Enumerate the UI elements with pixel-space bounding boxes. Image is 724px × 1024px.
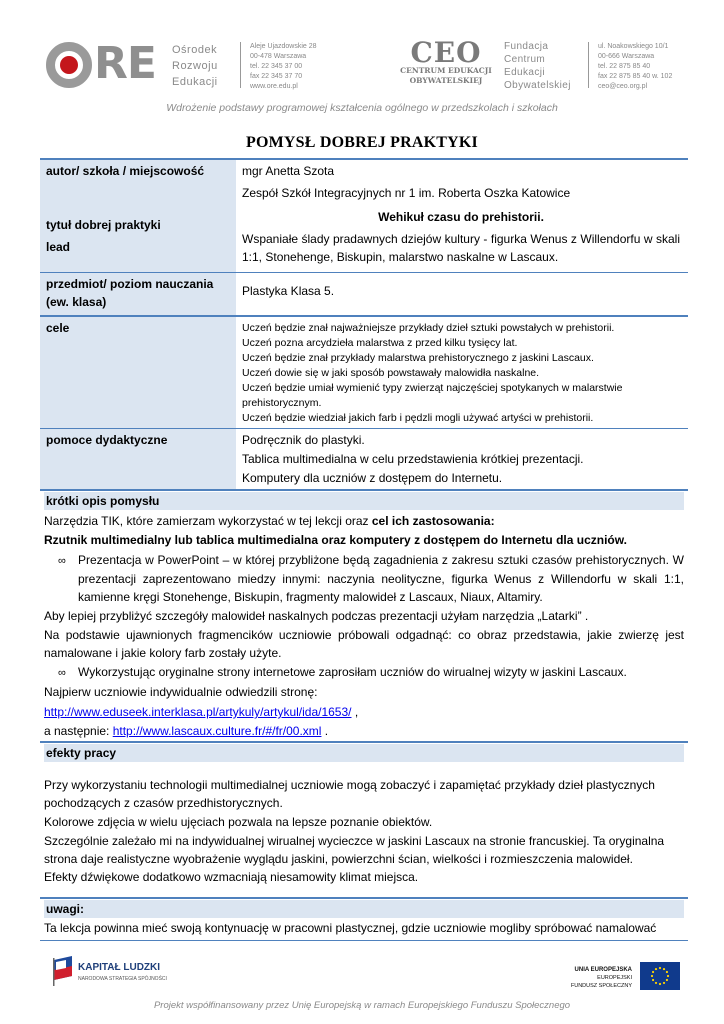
ore-name <box>172 42 218 90</box>
eu-star-icon <box>666 971 668 973</box>
aids-label: pomoce dydaktyczne <box>40 429 236 489</box>
list-item <box>44 551 684 606</box>
subject-value-cell <box>236 273 688 315</box>
kapital-ludzki-sub: NARODOWA STRATEGIA SPÓJNOŚCI <box>78 976 167 982</box>
ceo-address <box>598 42 672 92</box>
aids-list <box>236 429 688 489</box>
effects-paragraph: Szczególnie zależało mi na indywidualnej wirualnej wycieczce w jaskini Lascaux na stronie francuskiej. Ta oryginalna strona daje realistyczne wyobrażenie wyglądu jaskini, powierzchni ścian, wielkości i rozmieszczenia malowideł. <box>44 834 665 866</box>
lead-text: Wspaniałe ślady pradawnych dziejów kultury - figurka Wenus z Willendorfu w skali 1:1, Stonehenge, Biskupin, malarstwo naskalne w Lascaux. <box>242 232 680 264</box>
list-item: Podręcznik do plastyki. <box>242 433 365 447</box>
summary-paragraph: Aby lepiej przybliżyć szczegóły malowideł naskalnych podczas prezentacji użyłam narzędzia „Latarki” . <box>44 609 589 623</box>
effects-paragraph: Przy wykorzystaniu technologii multimedialnej uczniowie mogą zobaczyć i zapamiętać przykłady dzieł plastycznych pochodzących z czasów przedhistorycznych. <box>44 778 655 810</box>
remarks-heading: uwagi: <box>44 900 684 918</box>
title-label: tytuł dobrej praktyki <box>46 218 161 232</box>
address-line: fax 22 875 85 40 w. 102 <box>598 73 673 80</box>
eu-flag-icon <box>640 962 680 990</box>
effects-heading: efekty pracy <box>44 744 684 762</box>
summary-tools: Rzutnik multimedialny lub tablica multimedialna oraz komputery z dostępem do Internetu dla uczniów. <box>44 533 627 547</box>
practice-title: Wehikuł czasu do prehistorii. <box>378 210 544 224</box>
ore-logo-text: RE <box>94 38 156 89</box>
eu-star-icon <box>652 971 654 973</box>
footer-banner <box>40 950 684 1014</box>
fund-name-line: Centrum <box>504 54 546 65</box>
list-item: Uczeń będzie umiał wymienić typy zwierząt najczęściej spotykanych w malarstwie prehistorycznym. <box>242 382 623 409</box>
address-line: Aleje Ujazdowskie 28 <box>250 43 317 50</box>
infinity-bullet-icon: ∞ <box>58 667 66 679</box>
address-line: tel. 22 345 37 00 <box>250 63 303 70</box>
fund-name-line: Fundacja <box>504 41 549 52</box>
eu-star-icon <box>655 968 657 970</box>
summary-section <box>40 489 688 741</box>
author-value-cell <box>236 160 688 272</box>
fund-name-line: Obywatelskiej <box>504 80 571 91</box>
ceo-logo-text: CEO <box>410 36 482 69</box>
ore-name-line: Rozwoju <box>172 60 218 72</box>
ore-logo <box>42 40 162 90</box>
eu-line: FUNDUSZ SPOŁECZNY <box>570 983 632 989</box>
address-line: www.ore.edu.pl <box>250 83 298 90</box>
eduseek-link[interactable]: http://www.eduseek.interklasa.pl/artykuly/artykul/ida/1653/ <box>44 705 352 719</box>
header-tagline: Wdrożenie podstawy programowej kształcenia ogólnego w przedszkolach i szkołach <box>166 102 558 114</box>
eu-star-icon <box>659 967 661 969</box>
list-item: Uczeń dowie się w jaki sposób powstawały malowidła naskalne. <box>242 367 540 379</box>
summary-paragraph: Na podstawie ujawnionych fragmencików uczniowie próbowali odgadnąć: co obraz przedstawia, jakie zwierzę jest namalowane i jakie kolory farb zostały użyte. <box>44 628 684 660</box>
remarks-paragraph: Ta lekcja powinna mieć swoją kontynuację w pracowni plastycznej, gdzie uczniowie mogliby spróbować namalować <box>44 921 657 935</box>
link-prefix: a następnie: <box>44 724 113 738</box>
eu-logo <box>560 960 680 996</box>
remarks-section <box>40 897 688 938</box>
kapital-ludzki-title: KAPITAŁ LUDZKI <box>78 962 161 973</box>
lead-label: lead <box>46 240 71 254</box>
eu-star-icon <box>663 982 665 984</box>
fund-name-line: Edukacji <box>504 67 545 78</box>
eu-line: EUROPEJSKI <box>597 975 632 981</box>
ore-name-line: Ośrodek <box>172 44 218 56</box>
header-divider <box>240 42 241 88</box>
address-line: ceo@ceo.org.pl <box>598 83 648 90</box>
bullet-text: Wykorzystując oryginalne strony internetowe zaprosiłam uczniów do wirualnej wizyty w jaskini Lascaux. <box>78 665 627 679</box>
eu-text <box>560 966 632 990</box>
page-title: POMYSŁ DOBREJ PRAKTYKI <box>246 134 478 151</box>
summary-intro: Narzędzia TIK, które zamierzam wykorzystać w tej lekcji oraz <box>44 514 372 528</box>
subject-label: przedmiot/ poziom nauczania <box>46 277 214 291</box>
list-item: Komputery dla uczniów z dostępem do Internetu. <box>242 471 503 485</box>
link-suffix: , <box>351 705 359 719</box>
eu-star-icon <box>667 975 669 977</box>
address-line: 00-478 Warszawa <box>250 53 307 60</box>
list-item: Tablica multimedialna w celu przedstawienia krótkiej prezentacji. <box>242 452 584 466</box>
infinity-bullet-icon: ∞ <box>58 555 66 567</box>
fund-name <box>504 40 571 92</box>
ore-name-line: Edukacji <box>172 76 218 88</box>
goals-label: cele <box>40 317 236 428</box>
author-name: mgr Anetta Szota <box>242 164 335 178</box>
subject-row <box>40 272 688 315</box>
list-item: Uczeń będzie znał przykłady malarstwa prehistorycznego z jaskini Lascaux. <box>242 352 594 364</box>
bullet-text: Prezentacja w PowerPoint – w której przybliżone będą zagadnienia z zakresu sztuki czasów prehistorycznych. W prezentacji zaprezentowano miedzy innymi: naczynia neolityczne, figurka Wenus z Willendorfu w skali 1:1, kamienne kręgi Stonehenge, Biskupin, fragmenty malowideł z Lascaux, Niaux, Altamiry. <box>78 553 684 604</box>
eu-star-icon <box>655 982 657 984</box>
address-line: 00-666 Warszawa <box>598 53 655 60</box>
list-item: Uczeń pozna arcydzieła malarstwa z przed kilku tysięcy lat. <box>242 337 518 349</box>
footer-tagline: Projekt współfinansowany przez Unię Europejską w ramach Europejskiego Funduszu Społecznego <box>153 1000 571 1011</box>
school-name: Zespół Szkół Integracyjnych nr 1 im. Roberta Oszka Katowice <box>242 186 571 200</box>
effects-paragraph: Kolorowe zdjęcia w wielu ujęciach pozwala na lepsze poznanie obiektów. <box>44 815 433 829</box>
aids-row <box>40 428 688 489</box>
summary-heading: krótki opis pomysłu <box>44 492 684 510</box>
address-line: tel. 22 875 85 40 <box>598 63 651 70</box>
table-bottom-rule <box>40 940 688 941</box>
address-line: ul. Noakowskiego 10/1 <box>598 43 669 50</box>
summary-paragraph: Najpierw uczniowie indywidualnie odwiedzili stronę: <box>44 685 318 699</box>
eu-line: UNIA EUROPEJSKA <box>574 967 632 973</box>
author-row <box>40 158 688 272</box>
eu-star-icon <box>666 979 668 981</box>
goals-row <box>40 315 688 428</box>
eu-star-icon <box>652 979 654 981</box>
kapital-ludzki-flag-icon <box>52 956 74 986</box>
address-line: fax 22 345 37 70 <box>250 73 303 80</box>
goals-list <box>236 317 688 428</box>
effects-section <box>40 741 688 897</box>
eu-star-icon <box>663 968 665 970</box>
practice-table <box>40 158 688 941</box>
eu-star-icon <box>659 983 661 985</box>
header-banner <box>40 36 684 122</box>
list-item <box>44 663 684 682</box>
link-suffix: . <box>321 724 329 738</box>
header-divider <box>588 42 589 88</box>
ceo-logo-sub: CENTRUM EDUKACJI <box>400 66 492 75</box>
ceo-logo-sub: OBYWATELSKIEJ <box>409 76 483 85</box>
ore-address <box>250 42 317 92</box>
subject-label-cell <box>40 273 236 315</box>
kapital-ludzki-logo <box>52 956 212 996</box>
list-item: Uczeń będzie znał najważniejsze przykłady dzieł sztuki powstałych w prehistorii. <box>242 322 615 334</box>
ceo-logo <box>398 36 494 90</box>
subject-label-sub: (ew. klasa) <box>46 295 107 309</box>
summary-intro-bold: cel ich zastosowania: <box>371 514 495 528</box>
ore-logo-dot-icon <box>60 56 78 74</box>
subject-value: Plastyka Klasa 5. <box>242 284 335 298</box>
lascaux-link[interactable]: http://www.lascaux.culture.fr/#/fr/00.xml <box>112 724 322 738</box>
effects-paragraph: Efekty dźwiękowe dodatkowo wzmacniają niesamowity klimat miejsca. <box>44 870 419 884</box>
eu-star-icon <box>651 975 653 977</box>
author-label-cell <box>40 160 236 272</box>
list-item: Uczeń będzie wiedział jakich farb i pędzli mogli używać artyści w prehistorii. <box>242 412 594 424</box>
author-label: autor/ szkoła / miejscowość <box>46 164 205 178</box>
